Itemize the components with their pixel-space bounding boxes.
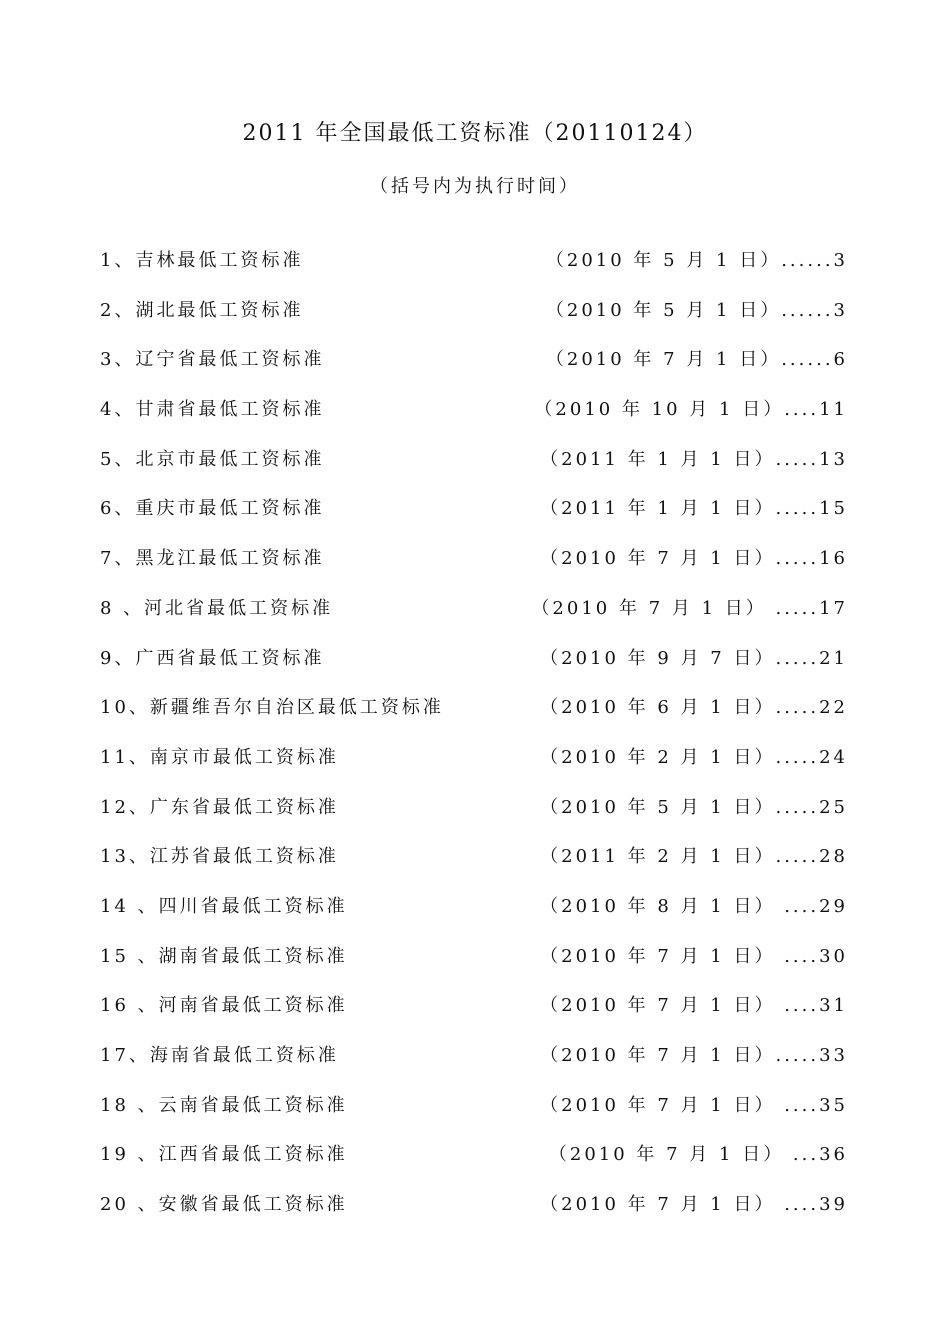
toc-entry-date-page: （2011 年 2 月 1 日）.....28 xyxy=(540,846,848,868)
toc-entry-date-page: （2010 年 7 月 1 日） ...36 xyxy=(548,1144,848,1166)
toc-entry-date-page: （2010 年 7 月 1 日）.....33 xyxy=(540,1045,848,1066)
toc-entry-title: 13、江苏省最低工资标准 xyxy=(100,846,339,868)
toc-entry[interactable] xyxy=(100,892,848,942)
toc-entry-date-page: （2010 年 10 月 1 日）....11 xyxy=(534,399,848,421)
toc-entry-date-page: （2010 年 7 月 1 日）......6 xyxy=(545,349,848,371)
toc-entry-title: 4、甘肃省最低工资标准 xyxy=(100,399,325,421)
toc-entry[interactable] xyxy=(100,743,848,793)
toc-entry-title: 3、辽宁省最低工资标准 xyxy=(100,349,325,371)
toc-entry-title: 8 、河北省最低工资标准 xyxy=(100,597,334,619)
toc-entry[interactable] xyxy=(100,395,848,445)
toc-entry-date-page: （2010 年 7 月 1 日）.....16 xyxy=(540,548,848,570)
toc-entry-date-page: （2010 年 5 月 1 日）.....25 xyxy=(540,796,848,818)
toc-entry-date-page: （2010 年 7 月 1 日） ....31 xyxy=(540,995,848,1017)
toc-entry-title: 10、新疆维吾尔自治区最低工资标准 xyxy=(100,697,444,719)
toc-entry[interactable] xyxy=(100,1190,848,1240)
toc-entry[interactable] xyxy=(100,942,848,992)
toc-entry[interactable] xyxy=(100,345,848,395)
toc-entry[interactable] xyxy=(100,445,848,495)
toc-entry[interactable] xyxy=(100,693,848,743)
toc-entry-title: 6、重庆市最低工资标准 xyxy=(100,498,325,520)
toc-entry-title: 17、海南省最低工资标准 xyxy=(100,1045,339,1066)
toc-entry-title: 5、北京市最低工资标准 xyxy=(100,448,325,470)
toc-entry[interactable] xyxy=(100,1091,848,1141)
toc-entry-date-page: （2010 年 7 月 1 日） ....39 xyxy=(540,1194,848,1216)
toc-entry-title: 15 、湖南省最低工资标准 xyxy=(100,945,348,967)
document-title: 2011 年全国最低工资标准（20110124） xyxy=(242,121,708,146)
document-subtitle: （括号内为执行时间） xyxy=(370,176,580,197)
toc-entry[interactable] xyxy=(100,644,848,694)
toc-entry[interactable] xyxy=(100,296,848,346)
toc-entry-date-page: （2010 年 7 月 1 日） ....35 xyxy=(540,1094,848,1116)
toc-entry-date-page: （2010 年 9 月 7 日）.....21 xyxy=(540,647,848,669)
toc-entry-date-page: （2010 年 7 月 1 日） ....30 xyxy=(540,945,848,967)
toc-entry-date-page: （2010 年 6 月 1 日）.....22 xyxy=(540,697,848,719)
toc-entry-date-page: （2011 年 1 月 1 日）.....13 xyxy=(540,448,848,470)
table-of-contents xyxy=(100,246,848,1240)
toc-entry-date-page: （2010 年 8 月 1 日） ....29 xyxy=(540,895,848,917)
toc-entry-title: 18 、云南省最低工资标准 xyxy=(100,1094,348,1116)
toc-entry-title: 19 、江西省最低工资标准 xyxy=(100,1144,348,1166)
toc-entry[interactable] xyxy=(100,494,848,544)
toc-entry-title: 9、广西省最低工资标准 xyxy=(100,647,325,669)
toc-entry[interactable] xyxy=(100,544,848,594)
toc-entry-title: 20 、安徽省最低工资标准 xyxy=(100,1194,348,1216)
toc-entry[interactable] xyxy=(100,1140,848,1190)
toc-entry-date-page: （2010 年 5 月 1 日）......3 xyxy=(545,299,848,321)
toc-entry-title: 12、广东省最低工资标准 xyxy=(100,796,339,818)
toc-entry[interactable] xyxy=(100,1041,848,1091)
toc-entry-title: 11、南京市最低工资标准 xyxy=(100,746,339,768)
toc-entry-title: 1、吉林最低工资标准 xyxy=(100,250,304,271)
toc-entry-title: 14 、四川省最低工资标准 xyxy=(100,895,348,917)
toc-entry-date-page: （2010 年 5 月 1 日）......3 xyxy=(545,250,848,271)
toc-entry[interactable] xyxy=(100,793,848,843)
toc-entry-date-page: （2010 年 7 月 1 日） .....17 xyxy=(531,597,848,619)
toc-entry[interactable] xyxy=(100,246,848,296)
toc-entry[interactable] xyxy=(100,991,848,1041)
toc-entry-title: 7、黑龙江最低工资标准 xyxy=(100,548,325,570)
toc-entry[interactable] xyxy=(100,594,848,644)
toc-entry[interactable] xyxy=(100,842,848,892)
toc-entry-title: 2、湖北最低工资标准 xyxy=(100,299,304,321)
toc-entry-title: 16 、河南省最低工资标准 xyxy=(100,995,348,1017)
toc-entry-date-page: （2011 年 1 月 1 日）.....15 xyxy=(540,498,848,520)
toc-entry-date-page: （2010 年 2 月 1 日）.....24 xyxy=(540,746,848,768)
